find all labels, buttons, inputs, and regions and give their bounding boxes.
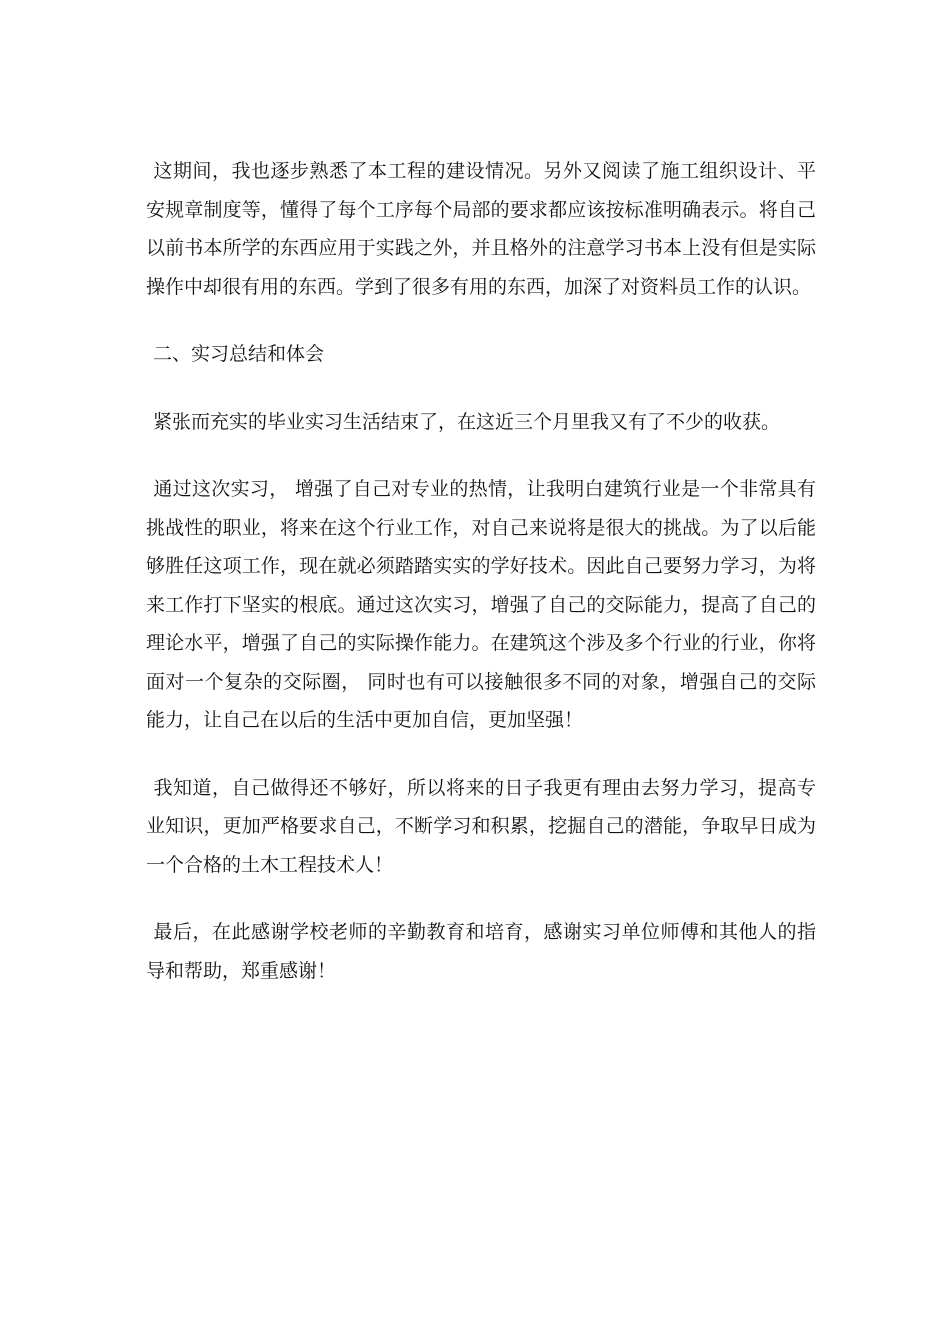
paragraph-text: 通过这次实习， 增强了自己对专业的热情，让我明白建筑行业是一个非常具有挑战性的职业，将来在这个行业工作，对自己来说将是很大的挑战。为了以后能够胜任这项工作，现在就必须踏踏实实的学好技术。因此自己要努力学习，为将来工作打下坚实的根底。通过这次实习，增强了自己的交际能力，提高了自己的理论水平，增强了自己的实际操作能力。在建筑这个涉及多个行业的行业，你将面对一个复杂的交际圈， 同时也有可以接触很多不同的对象，增强自己的交际能力，让自己在以后的生活中更加自信，更加坚强！ xyxy=(146,478,816,731)
paragraph-text: 最后，在此感谢学校老师的辛勤教育和培育，感谢实习单位师傅和其他人的指导和帮助，郑重感谢！ xyxy=(146,921,816,982)
paragraph-text: 我知道，自己做得还不够好，所以将来的日子我更有理由去努力学习，提高专业知识，更加严格要求自己，不断学习和积累，挖掘自己的潜能，争取早日成为一个合格的土木工程技术人！ xyxy=(146,776,816,876)
section-heading-summary xyxy=(146,335,816,374)
paragraph-text: 这期间，我也逐步熟悉了本工程的建设情况。另外又阅读了施工组织设计、平安规章制度等，懂得了每个工序每个局部的要求都应该按标准明确表示。将自己以前书本所学的东西应用于实践之外，并且格外的注意学习书本上没有但是实际操作中却很有用的东西。学到了很多有用的东西，加深了对资料员工作的认识。 xyxy=(146,160,816,298)
paragraph-construction-familiarity xyxy=(146,152,816,306)
paragraph-text: 紧张而充实的毕业实习生活结束了，在这近三个月里我又有了不少的收获。 xyxy=(153,410,781,433)
paragraph-internship-end xyxy=(146,403,816,442)
paragraph-acknowledgements xyxy=(146,913,816,990)
document-body xyxy=(146,152,816,990)
paragraph-self-reflection xyxy=(146,769,816,885)
paragraph-internship-gains xyxy=(146,470,816,740)
heading-text: 二、实习总结和体会 xyxy=(153,343,325,365)
